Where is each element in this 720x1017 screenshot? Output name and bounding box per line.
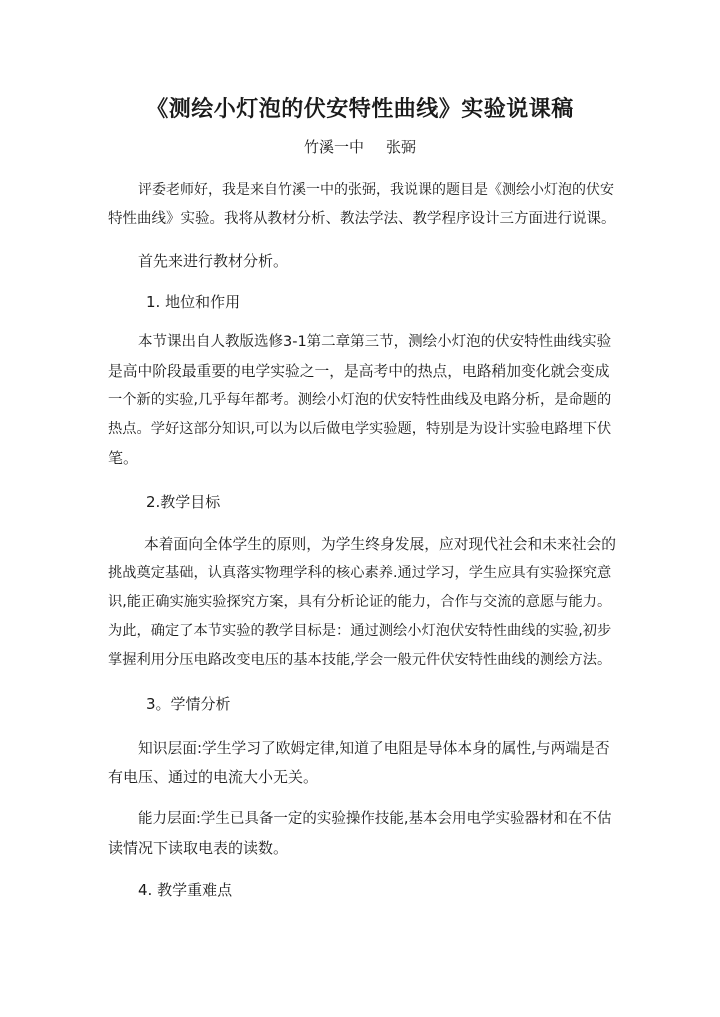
text-line: 掌握利用分压电路改变电压的基本技能,学会一般元件伏安特性曲线的测绘方法。 [108,652,612,668]
text-line: 本节课出自人教版选修3-1第二章第三节，测绘小灯泡的伏安特性曲线实验 [138,334,612,350]
author-school: 竹溪一中 [303,138,364,156]
heading-key-difficult-points: 4. 教学重难点 [138,881,233,899]
text-line: 本着面向全体学生的原则，为学生终身发展，应对现代社会和未来社会的 [144,536,616,553]
text-line: 能力层面:学生已具备一定的实验操作技能,基本会用电学实验器材和在不估 [138,811,612,827]
text-line: 热点。学好这部分知识,可以为以后做电学实验题，特别是为设计实验电路埋下伏 [108,421,612,437]
paragraph-ability-level [108,805,616,863]
text-line: 特性曲线》实验。我将从教材分析、教法学法、教学程序设计三方面进行说课。 [108,211,616,227]
heading-teaching-goals: 2.教学目标 [146,493,221,511]
document-title: 《测绘小灯泡的伏安特性曲线》实验说课稿 [146,96,574,122]
intro-paragraph [108,176,616,234]
heading-learner-analysis: 3。学情分析 [146,695,231,713]
text-line: 读情况下读取电表的读数。 [108,839,289,857]
text-line: 是高中阶段最重要的电学实验之一，是高考中的热点，电路稍加变化就会变成 [108,363,610,380]
text-line: 挑战奠定基础，认真落实物理学科的核心素养.通过学习，学生应具有实验探究意 [108,565,612,581]
text-line: 知识层面:学生学习了欧姆定律,知道了电阻是导体本身的属性,与两端是否 [138,740,610,757]
section-intro: 首先来进行教材分析。 [138,252,289,270]
text-line: 一个新的实验,几乎每年都考。测绘小灯泡的伏安特性曲线及电路分析，是命题的 [108,392,612,408]
author-name: 张弼 [386,138,417,156]
text-line: 有电压、通过的电流大小无关。 [108,768,319,786]
author-line [0,136,720,157]
paragraph-knowledge-level [108,734,616,792]
paragraph-position-role [108,328,616,473]
text-line: 笔。 [108,449,139,467]
heading-position-role: 1. 地位和作用 [146,293,241,311]
text-line: 评委老师好，我是来自竹溪一中的张弼，我说课的题目是《测绘小灯泡的伏安 [138,182,614,198]
paragraph-teaching-goals [108,530,616,675]
text-line: 为此，确定了本节实验的教学目标是：通过测绘小灯泡伏安特性曲线的实验,初步 [108,623,612,639]
text-line: 识,能正确实施实验探究方案，具有分析论证的能力，合作与交流的意愿与能力。 [108,594,612,610]
